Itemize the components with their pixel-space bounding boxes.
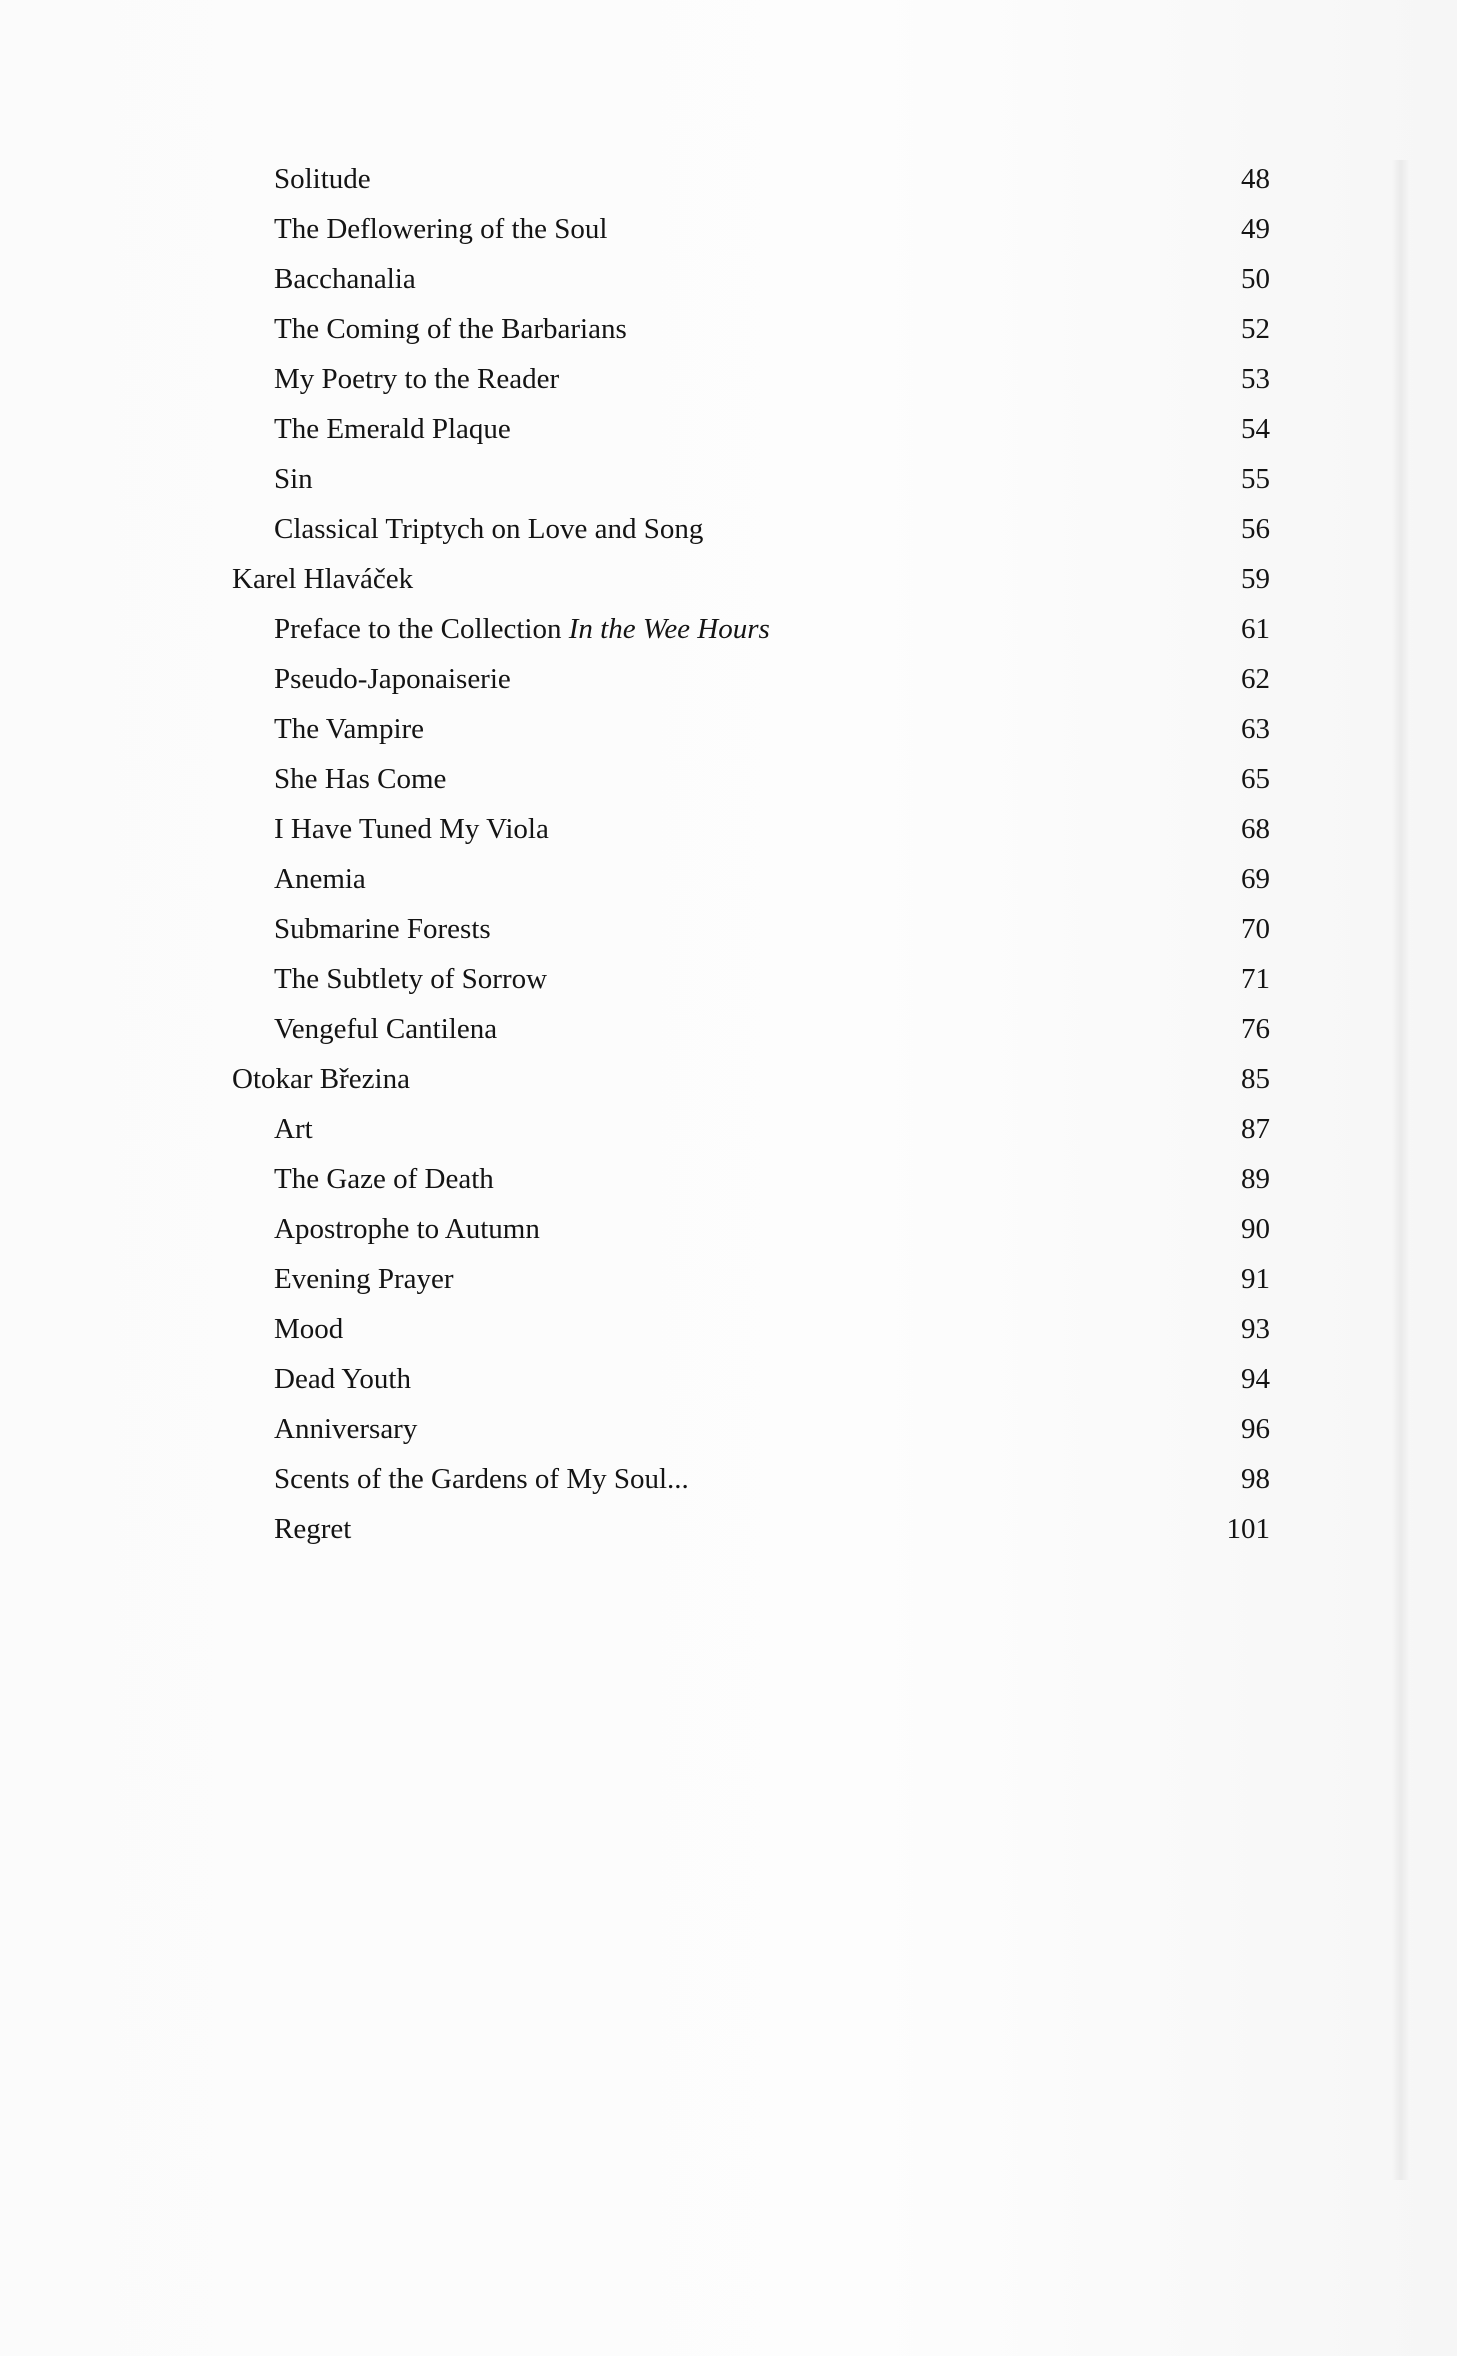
toc-title-text: Vengeful Cantilena: [274, 1013, 498, 1045]
toc-entry-row: [0, 1254, 1457, 1304]
toc-entry-row: [0, 1304, 1457, 1354]
toc-page-number: 62: [1241, 663, 1270, 695]
toc-page-number: 50: [1241, 263, 1270, 295]
toc-entry-row: [0, 504, 1457, 554]
toc-entry-title: [274, 1204, 540, 1254]
toc-title-text: Anniversary: [274, 1413, 418, 1445]
toc-page-number: 49: [1241, 213, 1270, 245]
toc-page-number: 89: [1241, 1163, 1270, 1195]
toc-entry-title: [274, 504, 703, 554]
toc-entry-row: [0, 1154, 1457, 1204]
toc-page-number: 53: [1241, 363, 1270, 395]
toc-entry-row: [0, 954, 1457, 1004]
toc-title-text: Otokar Březina: [232, 1063, 410, 1095]
toc-entry-title: [274, 204, 607, 254]
toc-entry-title: [274, 354, 559, 404]
toc-title-text: Apostrophe to Autumn: [274, 1213, 540, 1245]
toc-page-number: 87: [1241, 1113, 1270, 1145]
toc-page-number: 71: [1241, 963, 1270, 995]
toc-entry-title: [274, 1154, 494, 1204]
toc-title-text: I Have Tuned My Viola: [274, 813, 549, 845]
toc-entry-title: [274, 704, 424, 754]
toc-entry-title: [274, 804, 549, 854]
toc-entry-title: [274, 404, 511, 454]
toc-entry-row: [0, 304, 1457, 354]
toc-page-number: 101: [1226, 1513, 1270, 1545]
toc-title-text: The Emerald Plaque: [274, 413, 511, 445]
toc-entry-row: [0, 704, 1457, 754]
toc-title-text: Pseudo-Japonaiserie: [274, 663, 511, 695]
toc-page-number: 54: [1241, 413, 1270, 445]
toc-entry-title: [274, 1354, 411, 1404]
toc-title-text: Regret: [274, 1513, 352, 1545]
toc-page-number: 68: [1241, 813, 1270, 845]
toc-page-number: 69: [1241, 863, 1270, 895]
toc-entry-title: [274, 454, 313, 504]
toc-entry-row: [0, 1404, 1457, 1454]
toc-entry-row: [0, 1204, 1457, 1254]
toc-title-text: She Has Come: [274, 763, 447, 795]
toc-page-number: 96: [1241, 1413, 1270, 1445]
toc-title-text: Evening Prayer: [274, 1263, 454, 1295]
toc-title-text: Mood: [274, 1313, 344, 1345]
toc-entry-row: [0, 404, 1457, 454]
toc-title-text: My Poetry to the Reader: [274, 363, 560, 395]
toc-title-text: Art: [274, 1113, 313, 1145]
toc-entry-title: [274, 1304, 343, 1354]
toc-page-number: 63: [1241, 713, 1270, 745]
toc-entry-row: [0, 1454, 1457, 1504]
toc-author-name: [232, 554, 413, 604]
toc-entry-title: [274, 654, 511, 704]
toc-page-number: 59: [1241, 563, 1270, 595]
toc-page-number: 85: [1241, 1063, 1270, 1095]
toc-title-text: Submarine Forests: [274, 913, 491, 945]
toc-title-text: The Gaze of Death: [274, 1163, 494, 1195]
toc-entry-row: [0, 1354, 1457, 1404]
toc-entry-row: [0, 204, 1457, 254]
toc-page-number: 76: [1241, 1013, 1270, 1045]
toc-page-number: 52: [1241, 313, 1270, 345]
toc-page-number: 56: [1241, 513, 1270, 545]
toc-title-text: Dead Youth: [274, 1363, 411, 1395]
toc-title-text: The Subtlety of Sorrow: [274, 963, 548, 995]
toc-entry-title: [274, 254, 416, 304]
toc-entry-title: [274, 754, 446, 804]
toc-page-number: 91: [1241, 1263, 1270, 1295]
toc-entry-row: [0, 1004, 1457, 1054]
toc-title-text: Sin: [274, 463, 313, 495]
toc-title-text: Classical Triptych on Love and Song: [274, 513, 704, 545]
toc-entry-row: [0, 154, 1457, 204]
toc-title-text: Karel Hlaváček: [232, 563, 414, 595]
toc-entry-title: [274, 304, 627, 354]
toc-entry-row: [0, 1104, 1457, 1154]
toc-entry-row: [0, 754, 1457, 804]
toc-title-italic-text: In the Wee Hours: [568, 613, 770, 645]
toc-entry-title: [274, 604, 770, 654]
toc-title-text: The Coming of the Barbarians: [274, 313, 627, 345]
toc-entry-row: [0, 604, 1457, 654]
toc-page-number: 65: [1241, 763, 1270, 795]
toc-page-number: 55: [1241, 463, 1270, 495]
toc-entry-row: [0, 804, 1457, 854]
toc-entry-title: [274, 1454, 689, 1504]
toc-entry-title: [274, 1104, 313, 1154]
toc-author-name: [232, 1054, 410, 1104]
toc-entry-title: [274, 854, 366, 904]
toc-title-text: The Vampire: [274, 713, 425, 745]
toc-entry-title: [274, 1254, 454, 1304]
toc-page-number: 94: [1241, 1363, 1270, 1395]
toc-entry-row: [0, 454, 1457, 504]
toc-page-number: 70: [1241, 913, 1270, 945]
toc-title-text: Preface to the Collection: [274, 613, 569, 645]
toc-page-number: 61: [1241, 613, 1270, 645]
toc-title-text: The Deflowering of the Soul: [274, 213, 608, 245]
toc-title-text: Anemia: [274, 863, 366, 895]
toc-entry-row: [0, 654, 1457, 704]
toc-title-text: Scents of the Gardens of My Soul...: [274, 1463, 689, 1495]
toc-page-number: 98: [1241, 1463, 1270, 1495]
toc-author-row: [0, 554, 1457, 604]
toc-entry-title: [274, 1404, 417, 1454]
toc-entry-row: [0, 254, 1457, 304]
toc-entry-row: [0, 354, 1457, 404]
toc-page-number: 90: [1241, 1213, 1270, 1245]
toc-title-text: Solitude: [274, 163, 371, 195]
toc-entry-title: [274, 904, 491, 954]
toc-entry-title: [274, 1504, 351, 1554]
toc-author-row: [0, 1054, 1457, 1104]
toc-entry-title: [274, 954, 547, 1004]
toc-page-number: 93: [1241, 1313, 1270, 1345]
toc-entry-title: [274, 1004, 497, 1054]
toc-entry-title: [274, 154, 371, 204]
toc-title-text: Bacchanalia: [274, 263, 416, 295]
toc-entry-row: [0, 1504, 1457, 1554]
toc-page-number: 48: [1241, 163, 1270, 195]
toc-entry-row: [0, 904, 1457, 954]
toc-entry-row: [0, 854, 1457, 904]
